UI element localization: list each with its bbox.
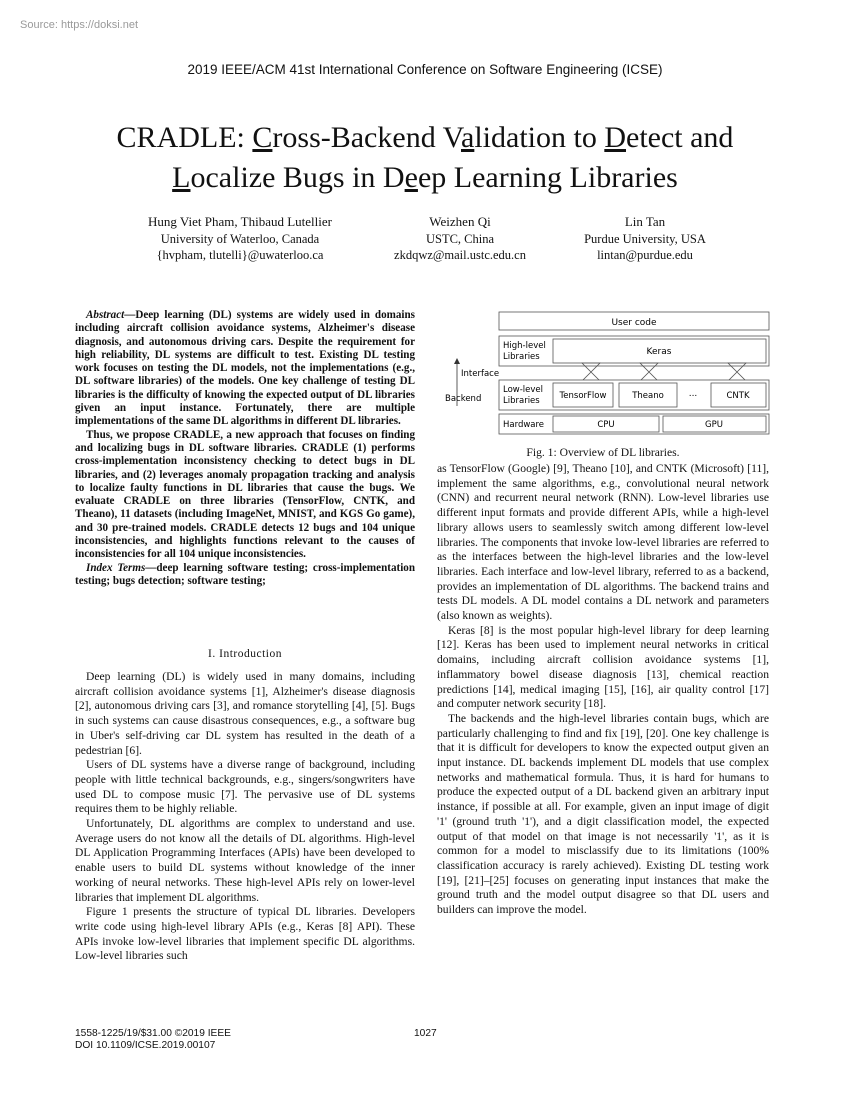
author-block-3 — [555, 214, 735, 263]
paper-title — [60, 118, 790, 198]
index-terms: Index Terms—deep learning software testing; cross-implementation testing; bugs detection; software testing; — [75, 561, 415, 587]
footer-copyright — [75, 1028, 231, 1052]
high-level-label: Libraries — [503, 352, 540, 362]
tensorflow-label: TensorFlow — [559, 391, 607, 401]
abstract — [75, 309, 415, 588]
user-code-label: User code — [611, 318, 657, 328]
high-level-label: High-level — [503, 341, 546, 351]
figure-dl-libraries-diagram — [437, 306, 777, 442]
conference-header: 2019 IEEE/ACM 41st International Conference on Software Engineering (ICSE) — [187, 62, 663, 77]
body-paragraph: Figure 1 presents the structure of typical DL libraries. Developers write code using high-level library APIs (e.g., Keras [8] API). These APIs invoke low-level libraries that implement specific DL algorithms. Low-level libraries such — [75, 905, 415, 963]
author-names: Hung Viet Pham, Thibaud Lutellier — [148, 214, 332, 229]
body-paragraph: as TensorFlow (Google) [9], Theano [10], and CNTK (Microsoft) [11], implement the same algorithms, e.g., convolutional neural network (CNN) and recurrent neural network (RNN). Low-level libraries use different input formats and provide different APIs, while a high-level library allows users to seamlessly switch among different low-level libraries. The components that invoke low-level libraries are referred to as the interfaces between the high-level libraries and the low-level libraries. Each interface and low-level library, referred to as a backend, provides an implementation of DL algorithms. The backend trains and tests DL models. A DL model contains a DL network and parameters (also known as weights). — [437, 462, 769, 623]
author-affiliation: University of Waterloo, Canada — [160, 232, 320, 246]
abstract-paragraph-1: Abstract—Deep learning (DL) systems are widely used in domains including aircraft collision avoidance systems, Alzheimer's disease diagnosis, and autonomous driving cars. Despite the requirement for high reliability, DL systems are difficult to test. Existing DL testing work focuses on testing the DL models, not the implementations (e.g., DL software libraries) of the models. One key challenge of testing DL libraries is the difficulty of knowing the expected output of DL libraries given an input instance. Fortunately, there are multiple implementations of the same DL algorithms in different DL libraries. — [75, 309, 415, 428]
watermark: Source: https://doksi.net — [20, 19, 139, 31]
right-column-body — [437, 462, 769, 918]
page-number: 1027 — [414, 1028, 437, 1039]
title-line-1: CRADLE: Cross-Backend Validation to Detect and — [116, 121, 734, 154]
interface-label: Interface — [461, 369, 500, 379]
low-level-label: Libraries — [503, 396, 540, 406]
author-block-2 — [345, 214, 575, 263]
section-heading: I. Introduction — [208, 648, 282, 660]
left-column-body — [75, 670, 415, 964]
author-affiliation: Purdue University, USA — [584, 232, 706, 246]
arrow-up-icon — [454, 358, 460, 364]
author-block-1 — [110, 214, 370, 263]
abstract-paragraph-2: Thus, we propose CRADLE, a new approach that focuses on finding and localizing bugs in DL software libraries. CRADLE (1) performs cross-implementation inconsistency checking to detect bugs in DL libraries, and (2) leverages anomaly propagation tracking and analysis to localize faulty functions in DL libraries that cause the bugs. We evaluate CRADLE on three libraries (TensorFlow, CNTK, and Theano), 11 datasets (including ImageNet, MNIST, and KGS Go game), and 30 pre-trained models. CRADLE detects 12 bugs and 104 unique inconsistencies, and highlights functions relevant to the causes of inconsistencies for all 104 unique inconsistencies. — [75, 428, 415, 561]
cpu-label: CPU — [597, 420, 615, 430]
author-email: zkdqwz@mail.ustc.edu.cn — [394, 248, 526, 262]
footer-doi: DOI 10.1109/ICSE.2019.00107 — [75, 1040, 216, 1051]
figure-caption: Fig. 1: Overview of DL libraries. — [526, 446, 680, 459]
author-email: lintan@purdue.edu — [597, 248, 693, 262]
body-paragraph: Users of DL systems have a diverse range of background, including people with little technical backgrounds, e.g., singers/songwriters have used DL to compose music [7]. The pervasive use of DL systems requires them to be highly reliable. — [75, 758, 415, 816]
title-line-2: Localize Bugs in Deep Learning Libraries — [172, 161, 678, 194]
body-paragraph: Keras [8] is the most popular high-level library for deep learning [12]. Keras has been used to implement neural networks in critical domains, including aircraft collision avoidance systems [1], inflammatory bowel disease diagnosis [13], chemical reaction predictions [14], medical imaging [15], [16], air quality control [17] and computer network security [18]. — [437, 623, 769, 711]
footer-line: 1558-1225/19/$31.00 ©2019 IEEE — [75, 1028, 231, 1039]
gpu-label: GPU — [705, 420, 723, 430]
body-paragraph: Deep learning (DL) is widely used in many domains, including aircraft collision avoidance systems [1], Alzheimer's disease diagnosis [2], autonomous driving cars [3], and romance storytelling [4], [5]. Bugs in such systems can cause disastrous consequences, e.g., a software bug in Uber's self-driving car DL system has resulted in the death of a pedestrian [6]. — [75, 670, 415, 757]
author-names: Lin Tan — [624, 214, 666, 229]
backend-label: Backend — [445, 394, 482, 404]
author-affiliation: USTC, China — [425, 232, 495, 246]
more-backends-ellipsis: ... — [688, 389, 698, 399]
hardware-label: Hardware — [503, 420, 545, 430]
author-email: {hvpham, tlutelli}@uwaterloo.ca — [156, 248, 324, 262]
body-paragraph: The backends and the high-level libraries contain bugs, which are particularly challenging to find and fix [19], [20]. One key challenge is that it is difficult for developers to know the expected output given an input instance. DL backends implement DL models that use complex networks and mathematical formula. Thus, it is hard for humans to produce the expected output of a DL backend given an arbitrary input instance, if possible at all. For example, given an input image of digit '1' (ground truth '1'), and a digit classification model, the expected output of that model on that image is not necessarily '1', as it is common for a model to misclassify due to its limitations (100% classification accuracy is rarely achieved). Existing DL testing work [19], [21]–[25] focuses on generating input instances that make the ground truth and the model output disagree so that DL users and builders can improve the model. — [437, 711, 769, 917]
theano-label: Theano — [632, 391, 664, 401]
body-paragraph: Unfortunately, DL algorithms are complex to understand and use. Average users do not know all the details of DL algorithms. High-level DL Application Programming Interfaces (APIs) have been developed to enable users to build DL systems without knowledge of the inner working of neural networks. These high-level APIs rely on lower-level libraries that implement DL algorithms. — [75, 817, 415, 904]
author-names: Weizhen Qi — [429, 214, 491, 229]
cntk-label: CNTK — [726, 391, 750, 401]
low-level-label: Low-level — [503, 385, 544, 395]
keras-label: Keras — [646, 347, 672, 357]
